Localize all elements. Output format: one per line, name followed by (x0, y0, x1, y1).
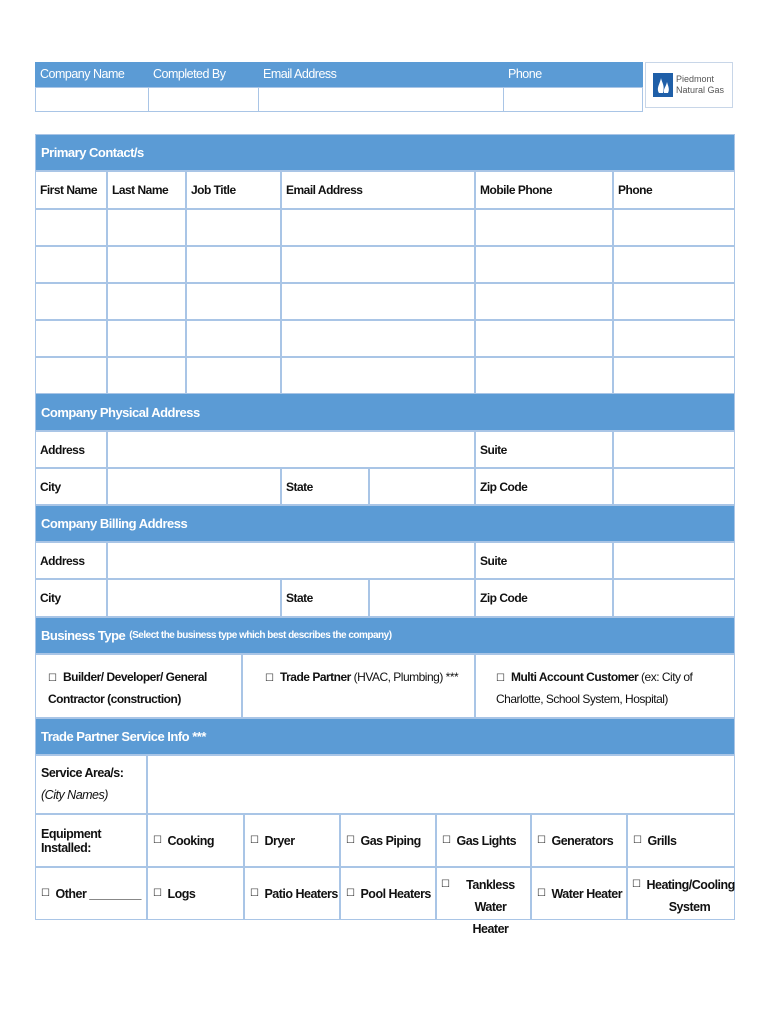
pool-heaters-label: Pool Heaters (360, 886, 431, 901)
contact-cell[interactable] (186, 246, 281, 283)
physical-suite-field[interactable] (613, 431, 735, 468)
trade-partner-label: Trade Partner (279, 670, 351, 684)
billing-city-label: City (35, 579, 107, 617)
business-type-title: Business Type (41, 628, 126, 643)
completed-by-field[interactable] (148, 87, 259, 112)
billing-suite-label: Suite (475, 542, 613, 579)
equip-gas-lights[interactable] (436, 814, 531, 867)
contact-cell[interactable] (613, 283, 735, 320)
contact-cell[interactable] (613, 357, 735, 394)
dryer-checkbox-icon[interactable]: ☐ (250, 835, 259, 846)
contact-cell[interactable] (35, 246, 107, 283)
service-area-note: (City Names) (41, 788, 108, 802)
equip-tankless-water-heater[interactable] (436, 867, 531, 936)
contact-cell[interactable] (186, 357, 281, 394)
option-builder[interactable] (35, 654, 242, 718)
contact-cell[interactable] (475, 246, 613, 283)
gas-lights-checkbox-icon[interactable]: ☐ (442, 835, 451, 846)
physical-city-field[interactable] (107, 468, 281, 505)
service-area-label-cell (35, 755, 147, 814)
primary-contact-header: Primary Contact/s (35, 134, 735, 171)
email-address-field[interactable] (258, 87, 504, 112)
contact-cell[interactable] (35, 209, 107, 246)
equip-pool-heaters[interactable] (340, 867, 436, 920)
contact-cell[interactable] (186, 209, 281, 246)
dryer-label: Dryer (264, 833, 295, 848)
billing-address-field[interactable] (107, 542, 475, 579)
billing-state-label: State (281, 579, 369, 617)
equip-water-heater[interactable] (531, 867, 627, 920)
contact-cell[interactable] (613, 209, 735, 246)
grills-checkbox-icon[interactable]: ☐ (633, 835, 642, 846)
physical-state-label: State (281, 468, 369, 505)
billing-suite-field[interactable] (613, 542, 735, 579)
cooking-label: Cooking (167, 833, 214, 848)
option-multi-account[interactable] (475, 654, 735, 718)
business-type-header (35, 617, 735, 654)
trade-partner-note: (HVAC, Plumbing) *** (350, 670, 459, 684)
billing-address-label: Address (35, 542, 107, 579)
contact-cell[interactable] (475, 357, 613, 394)
billing-zip-field[interactable] (613, 579, 735, 617)
contact-cell[interactable] (35, 283, 107, 320)
gas-piping-checkbox-icon[interactable]: ☐ (346, 835, 355, 846)
business-type-subtitle: (Select the business type which best describes the company) (129, 630, 392, 641)
equip-logs[interactable] (147, 867, 244, 920)
contact-cell[interactable] (281, 320, 475, 357)
contact-cell[interactable] (107, 283, 186, 320)
phone-header: Phone (503, 62, 643, 87)
other-label: Other ________ (55, 886, 141, 901)
physical-city-label: City (35, 468, 107, 505)
generators-checkbox-icon[interactable]: ☐ (537, 835, 546, 846)
physical-state-field[interactable] (369, 468, 475, 505)
contact-cell[interactable] (281, 283, 475, 320)
completed-by-header: Completed By (148, 62, 258, 87)
equip-gas-piping[interactable] (340, 814, 436, 867)
contact-cell[interactable] (281, 357, 475, 394)
equip-other[interactable] (35, 867, 147, 920)
equip-grills[interactable] (627, 814, 735, 867)
contact-cell[interactable] (107, 357, 186, 394)
col-phone: Phone (613, 171, 735, 209)
trade-partner-checkbox-icon[interactable]: ☐ (265, 673, 274, 684)
equip-dryer[interactable] (244, 814, 340, 867)
contact-cell[interactable] (281, 209, 475, 246)
company-name-field[interactable] (35, 87, 149, 112)
billing-state-field[interactable] (369, 579, 475, 617)
col-mobile-phone: Mobile Phone (475, 171, 613, 209)
multi-account-note: (ex: City of Charlotte, School System, Hospital) (496, 670, 693, 706)
multi-account-checkbox-icon[interactable]: ☐ (496, 673, 505, 684)
patio-heaters-checkbox-icon[interactable]: ☐ (250, 888, 259, 899)
contact-cell[interactable] (475, 209, 613, 246)
equip-generators[interactable] (531, 814, 627, 867)
trade-partner-header: Trade Partner Service Info *** (35, 718, 735, 755)
option-trade-partner[interactable] (242, 654, 475, 718)
equip-heating-cooling[interactable] (627, 867, 735, 920)
heating-cooling-checkbox-icon[interactable]: ☐ (632, 879, 641, 890)
contact-cell[interactable] (186, 283, 281, 320)
tankless-checkbox-icon[interactable]: ☐ (441, 879, 450, 890)
col-job-title: Job Title (186, 171, 281, 209)
equip-patio-heaters[interactable] (244, 867, 340, 920)
physical-address-label: Address (35, 431, 107, 468)
logs-checkbox-icon[interactable]: ☐ (153, 888, 162, 899)
contact-cell[interactable] (107, 246, 186, 283)
service-area-field[interactable] (147, 755, 735, 814)
billing-city-field[interactable] (107, 579, 281, 617)
contact-cell[interactable] (107, 320, 186, 357)
gas-lights-label: Gas Lights (456, 833, 517, 848)
piedmont-logo (645, 62, 733, 108)
builder-label: Builder/ Developer/ General Contractor (construction) (48, 670, 207, 706)
email-address-header: Email Address (258, 62, 503, 87)
logo-line-1: Piedmont (676, 74, 715, 84)
tankless-label: Tankless Water Heater (466, 878, 515, 936)
col-email-address: Email Address (281, 171, 475, 209)
contact-cell[interactable] (35, 320, 107, 357)
physical-suite-label: Suite (475, 431, 613, 468)
col-first-name: First Name (35, 171, 107, 209)
water-heater-label: Water Heater (551, 886, 623, 901)
contact-cell[interactable] (475, 320, 613, 357)
contact-cell[interactable] (281, 246, 475, 283)
contact-cell[interactable] (613, 246, 735, 283)
generators-label: Generators (551, 833, 614, 848)
physical-address-field[interactable] (107, 431, 475, 468)
multi-account-label: Multi Account Customer (510, 670, 639, 684)
builder-checkbox-icon[interactable]: ☐ (48, 673, 57, 684)
pool-heaters-checkbox-icon[interactable]: ☐ (346, 888, 355, 899)
contact-cell[interactable] (186, 320, 281, 357)
cooking-checkbox-icon[interactable]: ☐ (153, 835, 162, 846)
flame-logo-icon (653, 73, 673, 97)
physical-zip-field[interactable] (613, 468, 735, 505)
billing-address-header: Company Billing Address (35, 505, 735, 542)
heating-cooling-label: Heating/Cooling System (646, 878, 735, 914)
contact-cell[interactable] (475, 283, 613, 320)
physical-address-header: Company Physical Address (35, 393, 735, 431)
logo-line-2: Natural Gas (676, 85, 725, 95)
other-checkbox-icon[interactable]: ☐ (41, 888, 50, 899)
col-last-name: Last Name (107, 171, 186, 209)
water-heater-checkbox-icon[interactable]: ☐ (537, 888, 546, 899)
patio-heaters-label: Patio Heaters (264, 886, 338, 901)
phone-field[interactable] (503, 87, 643, 112)
contact-cell[interactable] (613, 320, 735, 357)
company-name-header: Company Name (35, 62, 148, 87)
service-area-label: Service Area/s: (41, 766, 124, 780)
contact-cell[interactable] (107, 209, 186, 246)
grills-label: Grills (647, 833, 677, 848)
logs-label: Logs (167, 886, 196, 901)
billing-zip-label: Zip Code (475, 579, 613, 617)
contact-cell[interactable] (35, 357, 107, 394)
physical-zip-label: Zip Code (475, 468, 613, 505)
equipment-installed-label: Equipment Installed: (35, 814, 147, 867)
equip-cooking[interactable] (147, 814, 244, 867)
gas-piping-label: Gas Piping (360, 833, 421, 848)
